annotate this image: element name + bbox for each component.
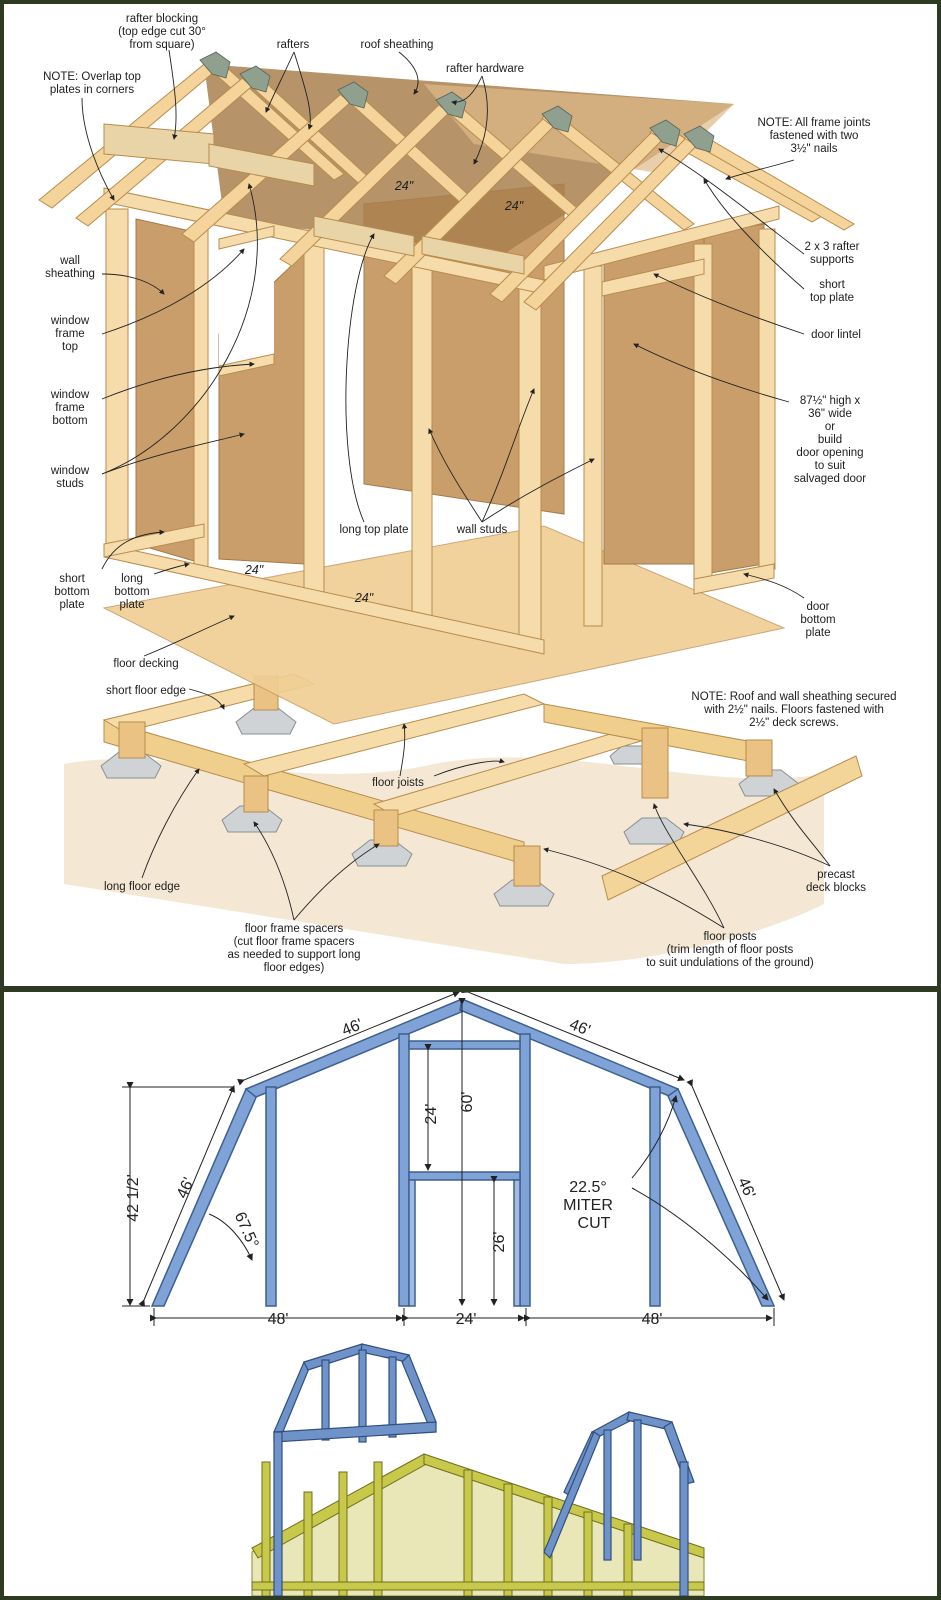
short-bottom-plate-line-3: plate bbox=[59, 599, 85, 611]
dim-side-right: 46' bbox=[734, 1175, 759, 1202]
post-1 bbox=[119, 722, 145, 758]
right-inner-stud bbox=[650, 1087, 660, 1306]
door-opening-inner-left bbox=[409, 1180, 415, 1306]
miter-line-3: CUT bbox=[577, 1215, 611, 1232]
floor-posts-line-3: to suit undulations of the ground) bbox=[646, 957, 814, 969]
miter-line-2: MITER bbox=[563, 1197, 613, 1214]
miter-line-1: 22.5° bbox=[569, 1179, 607, 1196]
door-header bbox=[409, 1041, 520, 1049]
label-short-top-plate bbox=[810, 279, 854, 304]
window-studs-line-2: studs bbox=[56, 478, 84, 490]
door-bottom-plate-line-1: door bbox=[806, 601, 830, 613]
window-frame-bottom-line-3: bottom bbox=[52, 415, 88, 427]
note-sheathing-line-2: with 2½" nails. Floors fastened with bbox=[704, 704, 884, 716]
dim-base-right: 48' bbox=[641, 1311, 663, 1328]
rafter-blocking-line-2: (top edge cut 30° bbox=[118, 26, 206, 38]
precast-deck-blocks-line-2: deck blocks bbox=[805, 882, 867, 894]
label-note-overlap bbox=[43, 71, 141, 96]
label-window-studs bbox=[50, 465, 90, 490]
dim-door-bottom: 26' bbox=[491, 1231, 508, 1253]
label-floor-decking: floor decking bbox=[113, 658, 179, 670]
label-short-floor-edge: short floor edge bbox=[106, 685, 186, 697]
label-roof-sheathing: roof sheathing bbox=[360, 39, 434, 51]
floor-posts-line-2: (trim length of floor posts bbox=[666, 944, 794, 956]
short-top-plate-line-1: short bbox=[819, 279, 845, 291]
left-inner-stud bbox=[266, 1087, 276, 1306]
label-wall-studs: wall studs bbox=[456, 524, 508, 536]
note-sheathing-line-1: NOTE: Roof and wall sheathing secured bbox=[691, 691, 897, 703]
shed-framing-panel bbox=[4, 4, 937, 986]
dim-top-left: 46' bbox=[339, 1016, 366, 1040]
post-5 bbox=[514, 846, 540, 886]
post-7 bbox=[746, 740, 772, 776]
label-note-joints bbox=[757, 117, 870, 155]
label-door-bottom-plate bbox=[800, 601, 835, 639]
short-bottom-plate-line-1: short bbox=[59, 573, 85, 585]
label-note-sheathing bbox=[691, 691, 896, 729]
door-bottom-plate-line-3: plate bbox=[805, 627, 831, 639]
gambrel-gable-diagram bbox=[4, 992, 937, 1596]
door-left-stud bbox=[399, 1034, 409, 1306]
label-door-size bbox=[794, 395, 866, 485]
door-size-line-4: build bbox=[817, 434, 843, 446]
label-long-bottom-plate bbox=[114, 573, 149, 611]
window-studs-line-1: window bbox=[50, 465, 90, 477]
note-joints-line-1: NOTE: All frame joints bbox=[757, 117, 871, 129]
gambrel-frame-3d bbox=[252, 1344, 704, 1596]
dim-top-right: 46' bbox=[566, 1016, 593, 1040]
label-rafter-blocking bbox=[118, 13, 206, 51]
dim-door-top: 24' bbox=[423, 1103, 440, 1125]
left-lower-rafter bbox=[152, 1089, 258, 1306]
note-overlap-line-1: NOTE: Overlap top bbox=[43, 71, 141, 83]
short-top-plate-line-2: top plate bbox=[809, 292, 855, 304]
door-right-stud bbox=[520, 1034, 530, 1306]
gambrel-gable-panel bbox=[4, 992, 937, 1596]
window-frame-top-line-1: window bbox=[50, 315, 90, 327]
dim-angle: 67.5° bbox=[230, 1209, 262, 1251]
door-mid-rail bbox=[409, 1172, 520, 1180]
long-bottom-plate-line-2: bottom bbox=[114, 586, 150, 598]
precast-deck-blocks-line-1: precast bbox=[817, 869, 855, 881]
dim-base-center: 24' bbox=[455, 1311, 477, 1328]
floor-frame-spacers-line-2: (cut floor frame spacers bbox=[233, 936, 355, 948]
dim-floor-24-a: 24" bbox=[244, 563, 264, 577]
door-opening-inner-right bbox=[514, 1180, 520, 1306]
short-bottom-plate-line-2: bottom bbox=[54, 586, 90, 598]
long-bottom-plate-line-3: plate bbox=[119, 599, 145, 611]
note-joints-line-2: fastened with two bbox=[769, 130, 859, 142]
dim-roof-24-b: 24" bbox=[504, 199, 524, 213]
floor-posts-line-1: floor posts bbox=[703, 931, 757, 943]
label-rafters: rafters bbox=[276, 39, 310, 51]
shed-framing-illustration bbox=[4, 4, 937, 986]
dim-side-left: 46' bbox=[173, 1175, 198, 1202]
corner-stud-left bbox=[106, 209, 128, 554]
gable-frame bbox=[152, 999, 774, 1306]
dim-floor-24-b: 24" bbox=[354, 591, 374, 605]
door-size-line-6: to suit bbox=[814, 460, 846, 472]
window-frame-bottom-line-1: window bbox=[50, 389, 90, 401]
wall-sheathing-line-2: sheathing bbox=[45, 268, 95, 280]
door-size-line-5: door opening bbox=[796, 447, 864, 459]
floor-frame-spacers-line-3: as needed to support long bbox=[227, 949, 361, 961]
label-window-frame-bottom bbox=[50, 389, 90, 427]
door-size-line-1: 87½" high x bbox=[799, 395, 861, 407]
label-wall-sheathing bbox=[45, 255, 95, 280]
window-frame-top-line-3: top bbox=[62, 341, 78, 353]
wall-sheathing-line-1: wall bbox=[60, 255, 80, 267]
window-frame-bottom-line-2: frame bbox=[55, 402, 85, 414]
label-floor-frame-spacers bbox=[228, 923, 361, 974]
door-size-line-3: or bbox=[824, 421, 836, 433]
long-bottom-plate-line-1: long bbox=[121, 573, 143, 585]
door-size-line-2: 36" wide bbox=[808, 408, 852, 420]
label-rafter-hardware: rafter hardware bbox=[446, 63, 524, 75]
post-4 bbox=[374, 810, 398, 846]
label-window-frame-top bbox=[50, 315, 90, 353]
dim-roof-24-a: 24" bbox=[394, 179, 414, 193]
label-long-floor-edge: long floor edge bbox=[103, 881, 181, 893]
window-opening bbox=[219, 229, 274, 369]
door-size-line-7: salvaged door bbox=[793, 473, 867, 485]
window-frame-top-line-2: frame bbox=[55, 328, 85, 340]
label-short-bottom-plate bbox=[54, 573, 89, 611]
dim-base-left: 48' bbox=[267, 1311, 289, 1328]
dim-height: 42 1/2' bbox=[125, 1174, 142, 1222]
note-overlap-line-2: plates in corners bbox=[49, 84, 135, 96]
rafter-supports-line-1: 2 x 3 rafter bbox=[804, 241, 860, 253]
note-joints-line-3: 3½" nails bbox=[790, 143, 838, 155]
right-lower-rafter bbox=[668, 1089, 774, 1306]
rafter-blocking-line-3: from square) bbox=[129, 39, 195, 51]
label-door-lintel: door lintel bbox=[811, 329, 861, 341]
post-3 bbox=[244, 776, 268, 812]
floor-frame-spacers-line-4: floor edges) bbox=[263, 962, 325, 974]
door-bottom-plate-line-2: bottom bbox=[800, 614, 836, 626]
dim-center-height: 60' bbox=[459, 1091, 476, 1113]
label-long-top-plate: long top plate bbox=[339, 524, 409, 536]
note-sheathing-line-3: 2½" deck screws. bbox=[749, 717, 839, 729]
floor-frame-spacers-line-1: floor frame spacers bbox=[244, 923, 344, 935]
rafter-blocking-line-1: rafter blocking bbox=[125, 13, 199, 25]
rafter-supports-line-2: supports bbox=[809, 254, 855, 266]
post-6 bbox=[642, 728, 668, 798]
label-floor-joists: floor joists bbox=[372, 777, 424, 789]
label-rafter-supports bbox=[805, 241, 860, 266]
